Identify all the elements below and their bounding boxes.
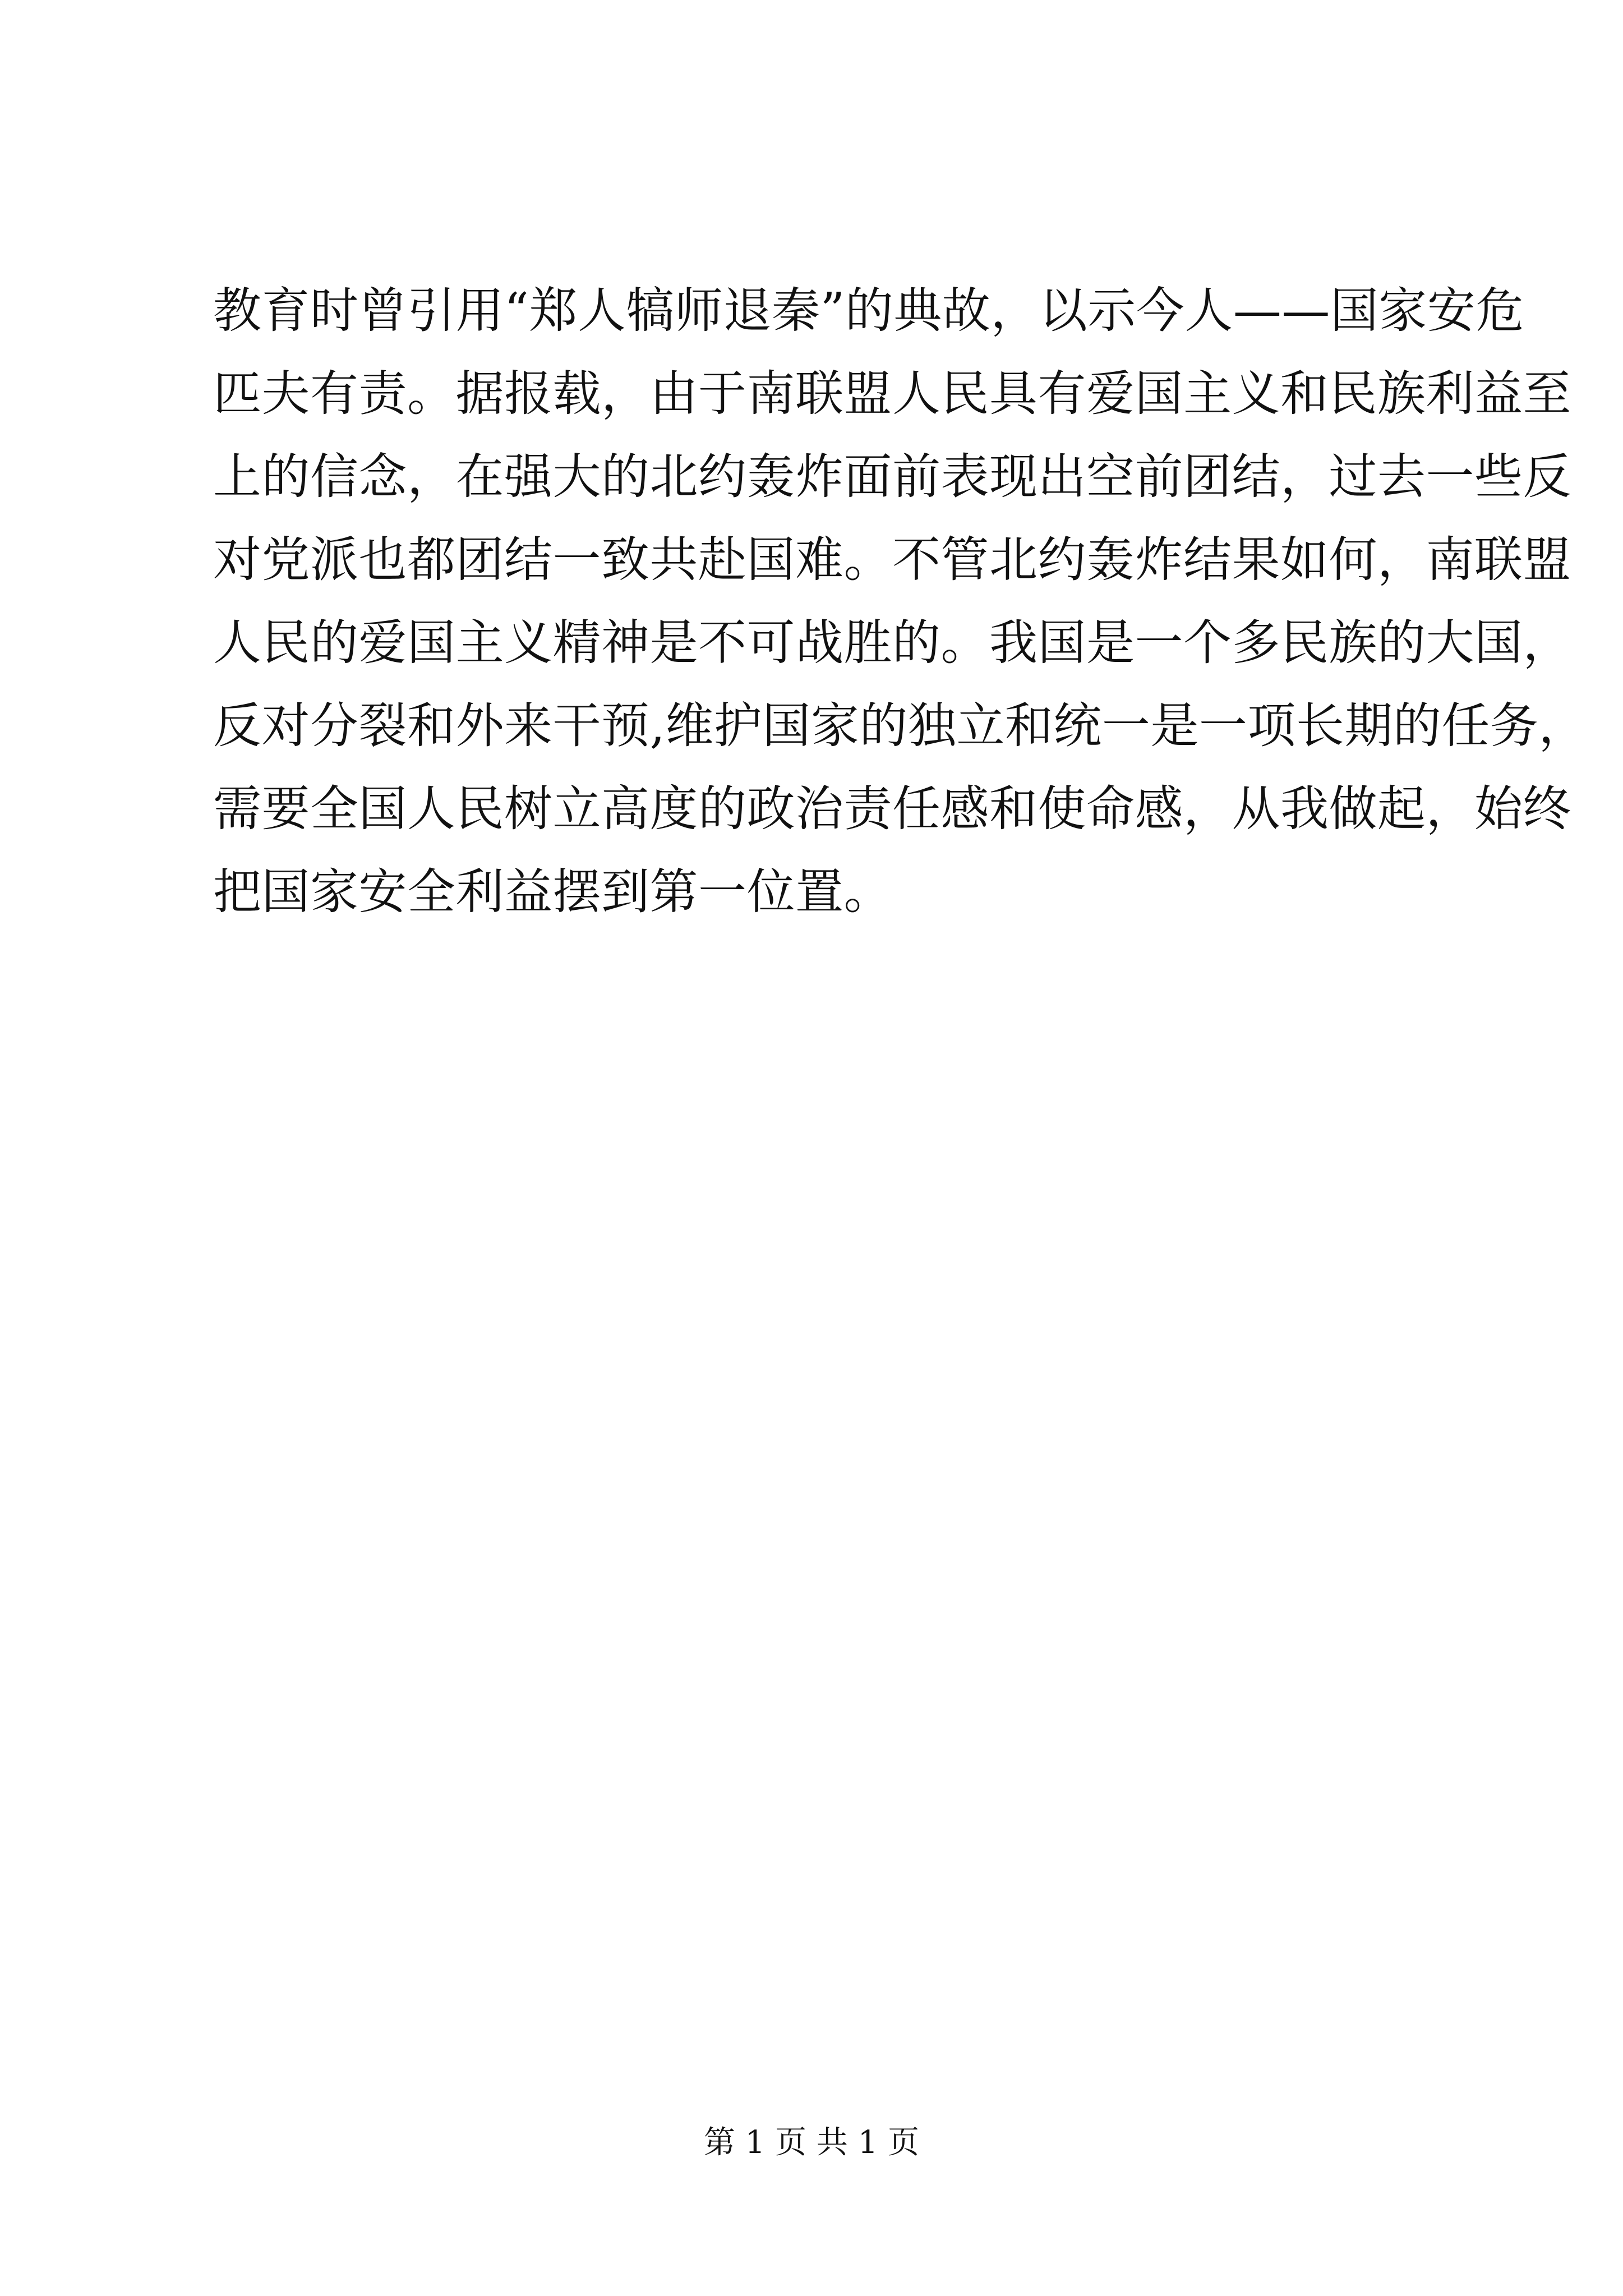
text-line: 教育时曾引用“郑人犒师退秦”的典故，以示今人——国家安危 <box>213 283 1524 339</box>
text-line: 人民的爱国主义精神是不可战胜的。我国是一个多民族的大国， <box>213 615 1571 671</box>
text-line: 需要全国人民树立高度的政治责任感和使命感，从我做起，始终 <box>213 781 1571 837</box>
text-line: 匹夫有责。据报载，由于南联盟人民具有爱国主义和民族利益至 <box>213 366 1571 422</box>
text-line: 对党派也都团结一致共赴国难。不管北约轰炸结果如何，南联盟 <box>213 532 1571 588</box>
page-number-footer: 第 1 页 共 1 页 <box>703 2124 920 2161</box>
text-line: 反对分裂和外来干预,维护国家的独立和统一是一项长期的任务， <box>213 698 1587 754</box>
text-line: 把国家安全利益摆到第一位置。 <box>213 864 892 920</box>
body-paragraph <box>213 269 1587 933</box>
text-line: 上的信念，在强大的北约轰炸面前表现出空前团结，过去一些反 <box>213 449 1571 505</box>
